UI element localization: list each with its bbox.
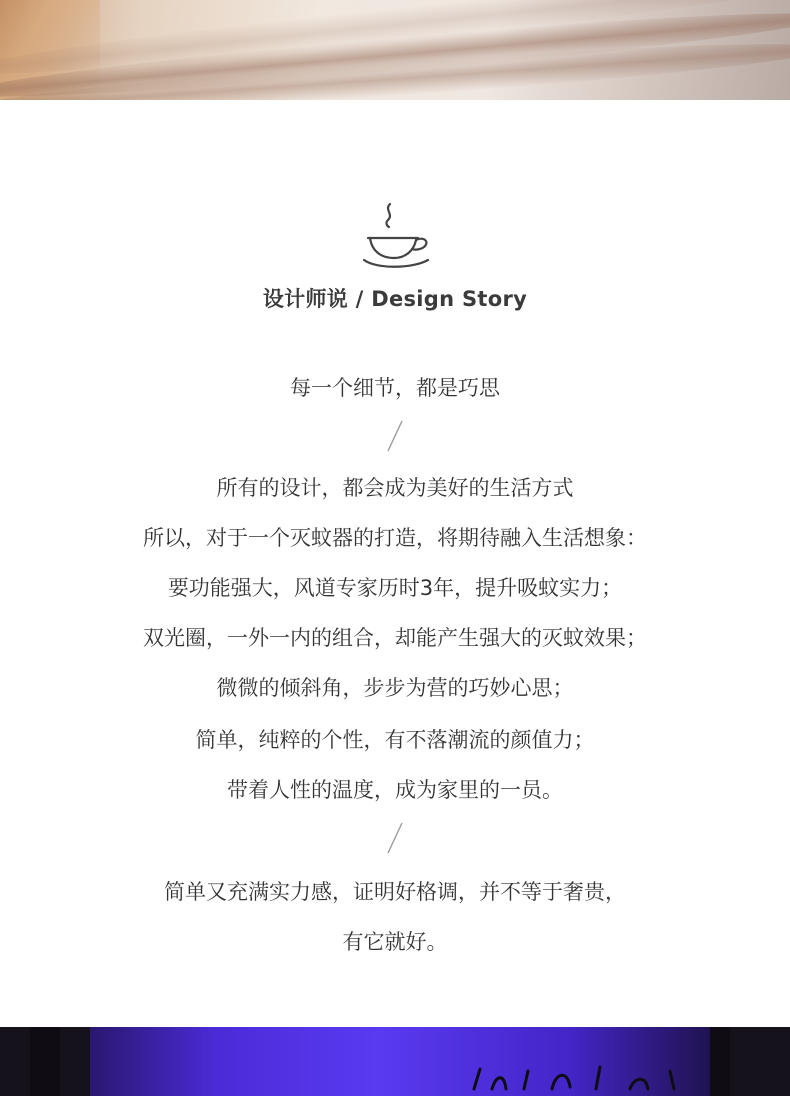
coffee-cup-icon xyxy=(360,202,432,270)
bottom-product-photo xyxy=(0,1027,790,1096)
closing-line-1: 简单又充满实力感，证明好格调，并不等于奢贵， xyxy=(164,880,626,904)
closing-line-2: 有它就好。 xyxy=(342,930,448,954)
story-line-3: 要功能强大，风道专家历时3年，提升吸蚊实力； xyxy=(167,576,623,600)
slash-divider-icon xyxy=(386,822,404,854)
story-intro: 每一个细节，都是巧思 xyxy=(290,376,500,400)
section-title: 设计师说 / Design Story xyxy=(262,287,528,311)
slash-divider-icon xyxy=(386,420,404,452)
story-line-4: 双光圈，一外一内的组合，却能产生强大的灭蚊效果； xyxy=(143,626,647,650)
story-line-5: 微微的倾斜角，步步为营的巧妙心思； xyxy=(216,676,574,700)
story-line-1: 所有的设计，都会成为美好的生活方式 xyxy=(216,476,574,500)
story-line-7: 带着人性的温度，成为家里的一员。 xyxy=(227,778,563,802)
story-line-2: 所以，对于一个灭蚊器的打造，将期待融入生活想象： xyxy=(143,526,647,550)
story-line-6: 简单，纯粹的个性，有不落潮流的颜值力； xyxy=(195,728,595,752)
top-product-photo xyxy=(0,0,790,100)
